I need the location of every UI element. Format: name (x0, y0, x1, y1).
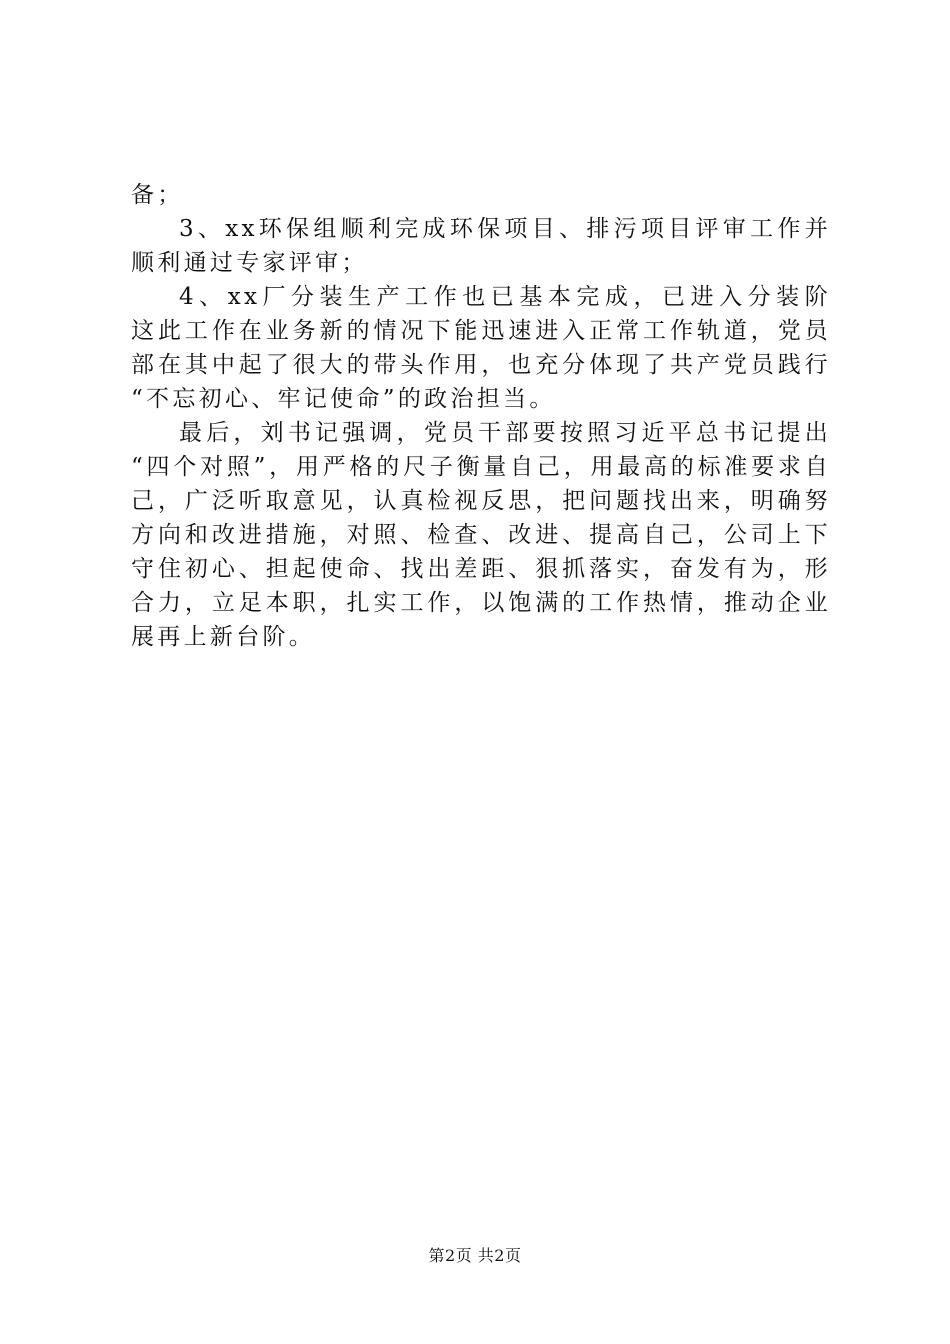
text-line: 顺利通过专家评审； (131, 250, 368, 276)
text-line: 合力，立足本职，扎实工作，以饱满的工作热情，推动企业 (131, 590, 831, 616)
text-line: “不忘初心、牢记使命”的政治担当。 (131, 386, 556, 412)
text-line: “四个对照”，用严格的尺子衡量自己，用最高的标准要求自 (131, 454, 831, 480)
page-footer (0, 1243, 950, 1266)
text-line: 备； (131, 182, 184, 208)
text-line: 最后，刘书记强调，党员干部要按照习近平总书记提出 (179, 420, 831, 446)
text-line: 4、xx厂分装生产工作也已基本完成，已进入分装阶 (179, 284, 831, 310)
text-line: 部在其中起了很大的带头作用，也充分体现了共产党员践行 (131, 352, 831, 378)
document-body (131, 178, 831, 654)
text-line: 方向和改进措施，对照、检查、改进、提高自己，公司上下 (131, 522, 831, 548)
page-number-label: 第2页 共2页 (428, 1246, 522, 1265)
text-line: 己，广泛听取意见，认真检视反思，把问题找出来，明确努 (131, 488, 831, 514)
text-line: 3、xx环保组顺利完成环保项目、排污项目评审工作并 (179, 216, 831, 242)
text-line: 守住初心、担起使命、找出差距、狠抓落实，奋发有为，形 (131, 556, 831, 582)
text-line: 展再上新台阶。 (131, 624, 316, 650)
text-line: 这此工作在业务新的情况下能迅速进入正常工作轨道，党员 (131, 318, 831, 344)
